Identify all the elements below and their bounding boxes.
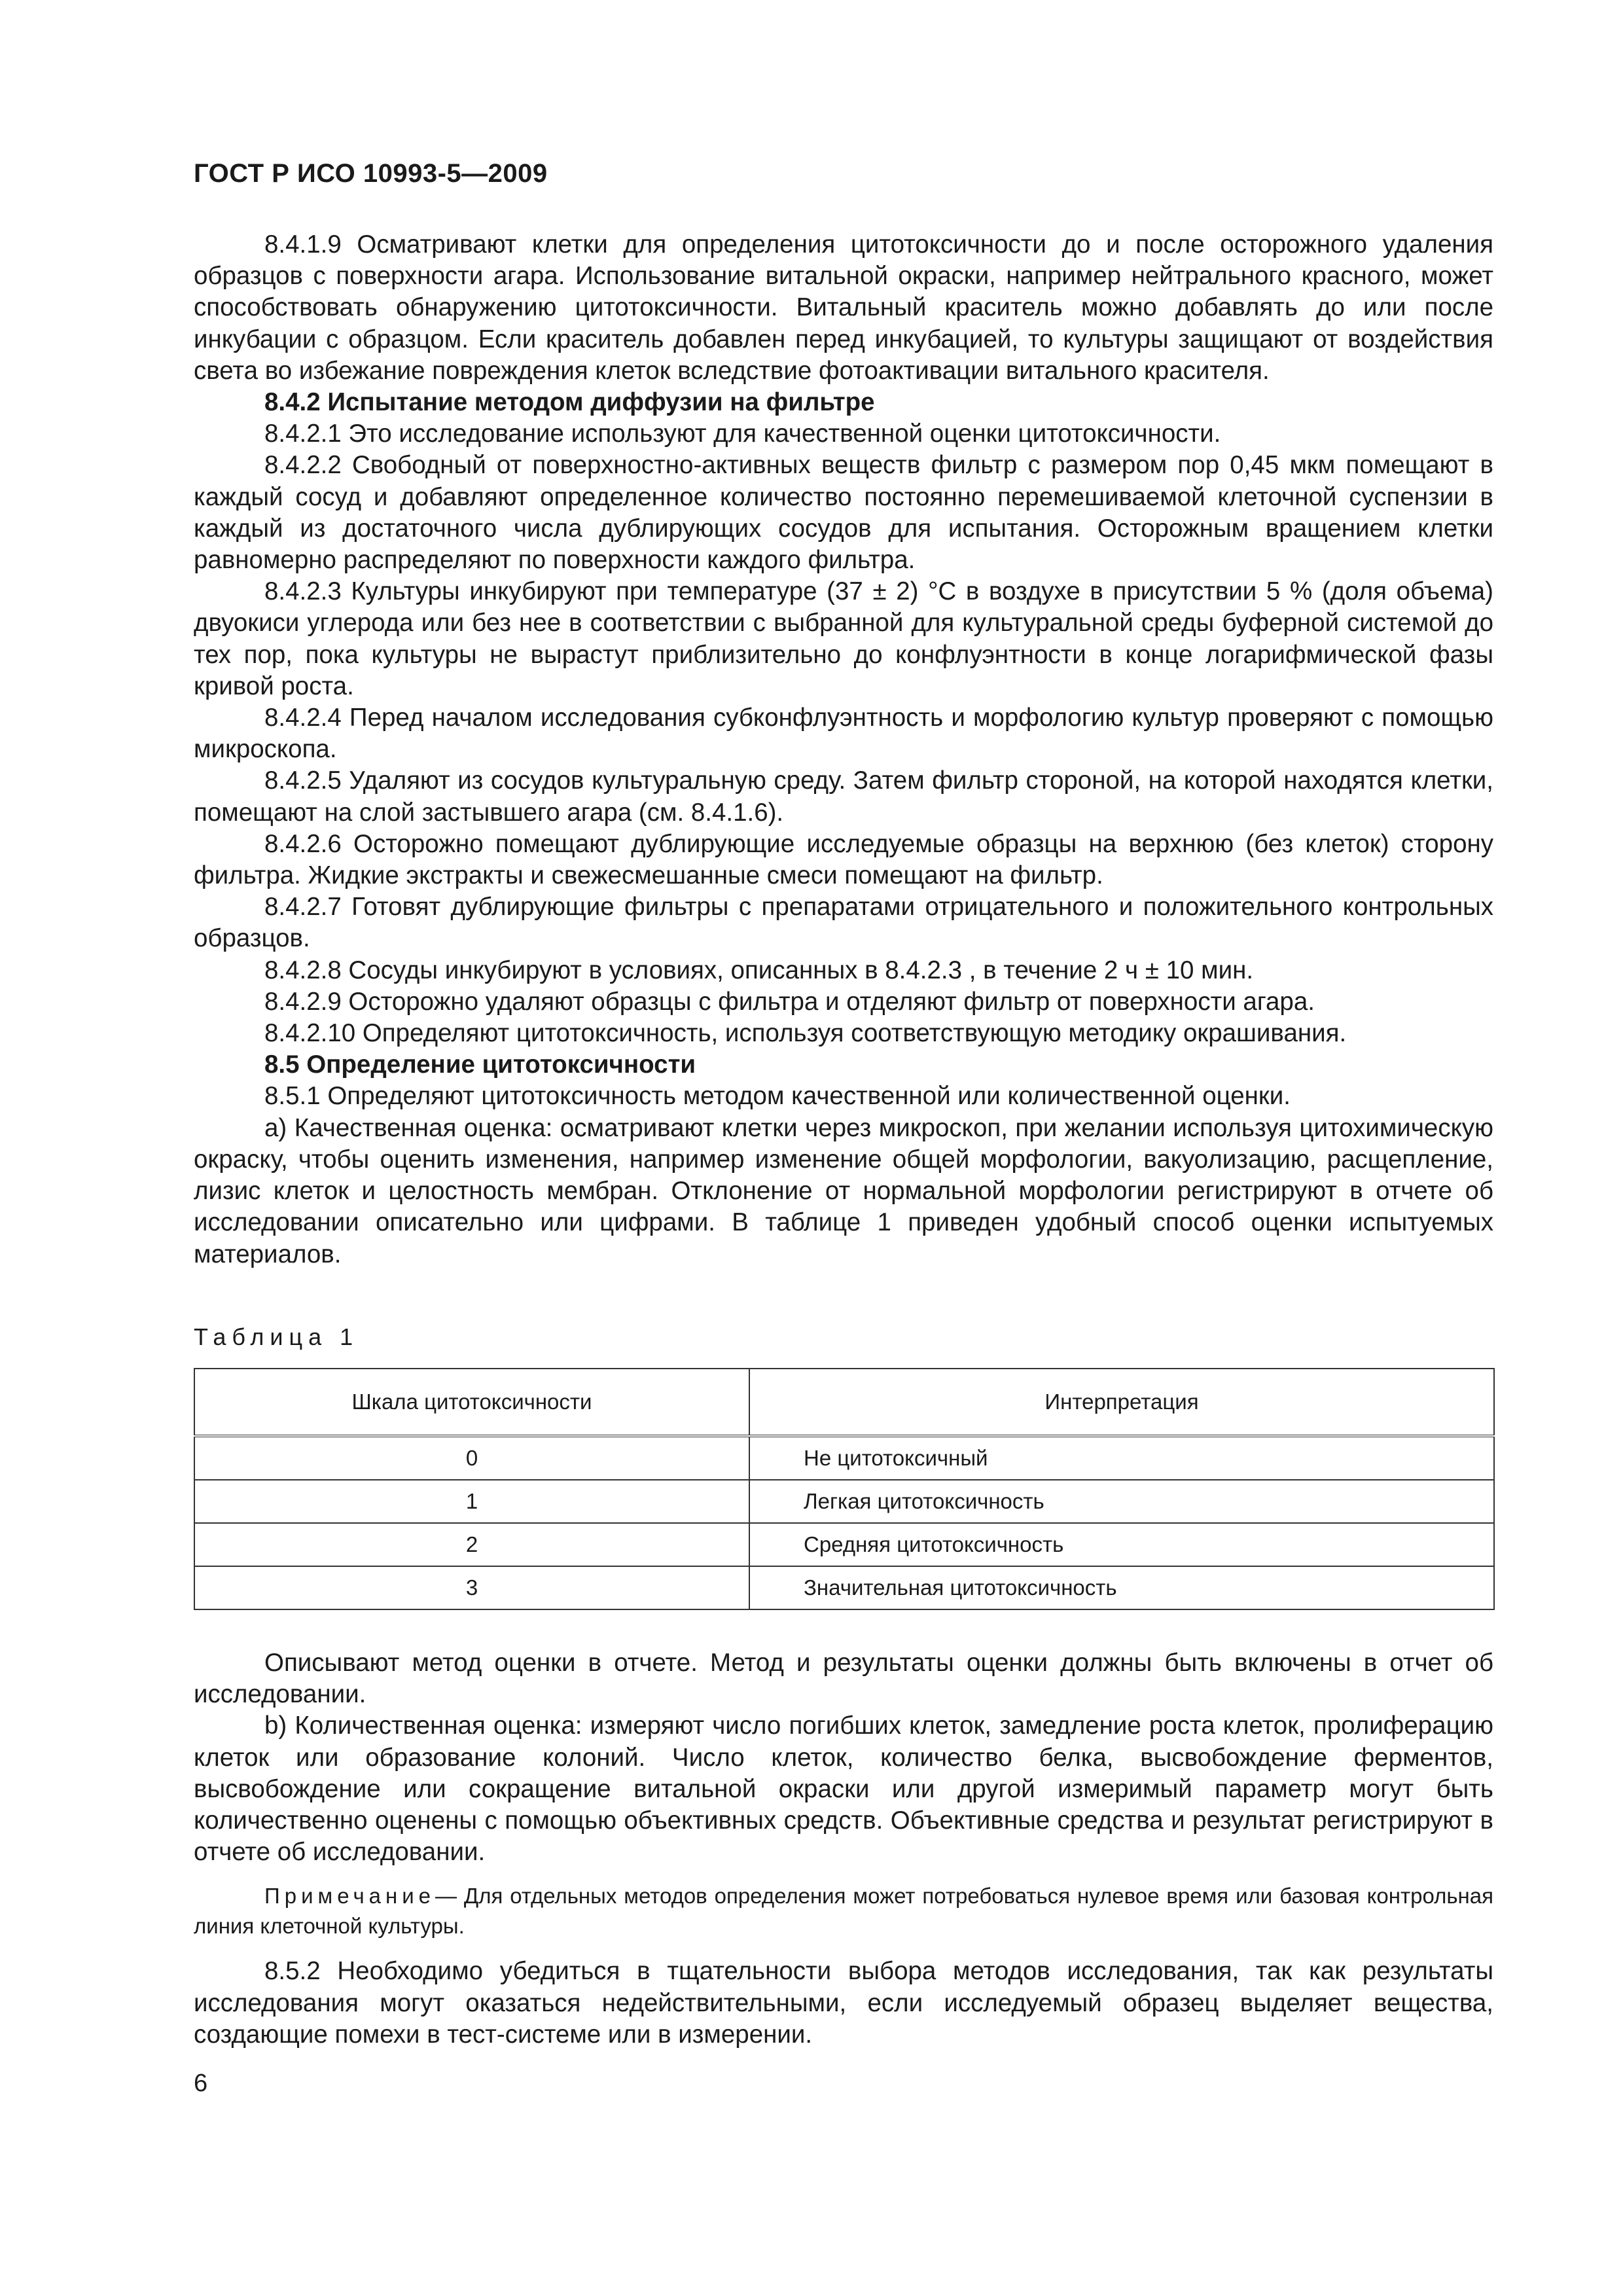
table-caption: Таблица 1 bbox=[194, 1323, 359, 1350]
paragraph: a) Качественная оценка: осматривают клетки через микроскоп, при желании используя цитохимическую окраску, чтобы оценить изменения, например изменение общей морфологии, вакуолизацию, расщепление, лизис клеток и целостность мембран. Отклонение от нормальной морфологии регистрируют в отчете об исследовании описательно или цифрами. В таблице 1 приведен удобный способ оценки испытуемых материалов. bbox=[194, 1113, 1493, 1268]
paragraph: 8.4.2.9 Осторожно удаляют образцы с фильтра и отделяют фильтр от поверхности агара. bbox=[264, 987, 1315, 1016]
cytotoxicity-scale-table bbox=[194, 1368, 1495, 1610]
paragraph: 8.4.2.7 Готовят дублирующие фильтры с препаратами отрицательного и положительного контрольных образцов. bbox=[194, 893, 1493, 953]
paragraph: b) Количественная оценка: измеряют число погибших клеток, замедление роста клеток, пролиферацию клеток или образование колоний. Число клеток, количество белка, высвобождение ферментов, высвобождение или сокращение витальной окраски или другой измеримый параметр могут быть количественно оценены с помощью объективных средств. Объективные средства и результат регистрируют в отчете об исследовании. bbox=[194, 1712, 1493, 1867]
body-text-lower bbox=[194, 1647, 1493, 2051]
paragraph: 8.4.2.8 Сосуды инкубируют в условиях, описанных в 8.4.2.3 , в течение 2 ч ± 10 мин. bbox=[264, 956, 1254, 984]
standard-header: ГОСТ Р ИСО 10993-5—2009 bbox=[194, 159, 548, 188]
table-row bbox=[194, 1566, 1494, 1609]
scale-cell: 0 bbox=[194, 1436, 749, 1480]
paragraph: 8.4.2.1 Это исследование используют для качественной оценки цитотоксичности. bbox=[264, 420, 1221, 448]
scale-cell: 2 bbox=[194, 1523, 749, 1566]
table-header-row bbox=[194, 1369, 1494, 1436]
table-row bbox=[194, 1436, 1494, 1480]
paragraph: 8.4.2.10 Определяют цитотоксичность, используя соответствующую методику окрашивания. bbox=[264, 1019, 1347, 1048]
scale-cell: 3 bbox=[194, 1566, 749, 1609]
interpretation-cell: Не цитотоксичный bbox=[749, 1436, 1494, 1480]
paragraph: 8.5.2 Необходимо убедиться в тщательности выбора методов исследования, так как результаты исследования могут оказаться недействительными, если исследуемый образец выделяет вещества, создающие помехи в тест-системе или в измерении. bbox=[194, 1957, 1493, 2049]
paragraph: 8.4.2.5 Удаляют из сосудов культуральную среду. Затем фильтр стороной, на которой находятся клетки, помещают на слой застывшего агара (см. 8.4.1.6). bbox=[194, 766, 1493, 827]
interpretation-cell: Легкая цитотоксичность bbox=[749, 1480, 1494, 1523]
paragraph: 8.4.2.6 Осторожно помещают дублирующие исследуемые образцы на верхнюю (без клеток) сторону фильтра. Жидкие экстракты и свежесмешанные смеси помещают на фильтр. bbox=[194, 829, 1493, 890]
column-header: Интерпретация bbox=[749, 1369, 1494, 1436]
note-text: — Для отдельных методов определения может потребоваться нулевое время или базовая контрольная линия клеточной культуры. bbox=[194, 1884, 1493, 1939]
paragraph: 8.4.2.3 Культуры инкубируют при температуре (37 ± 2) °С в воздухе в присутствии 5 % (доля объема) двуокиси углерода или без нее в соответствии с выбранной для культуральной среды буферной системой до тех пор, пока культуры не вырастут приблизительно до конфлуэнтности в конце логарифмической фазы кривой роста. bbox=[194, 577, 1493, 700]
paragraph: 8.5.1 Определяют цитотоксичность методом качественной или количественной оценки. bbox=[264, 1082, 1291, 1111]
note-label: Примечание bbox=[264, 1884, 436, 1909]
document-page bbox=[194, 0, 1493, 2296]
table-row bbox=[194, 1480, 1494, 1523]
column-header: Шкала цитотоксичности bbox=[194, 1369, 749, 1436]
body-text-upper bbox=[194, 229, 1493, 1270]
paragraph: 8.4.2.2 Свободный от поверхностно-активных веществ фильтр с размером пор 0,45 мкм помещают в каждый сосуд и добавляют определенное количество постоянно перемешиваемой клеточной суспензии в каждый из достаточного числа дублирующих сосудов для испытания. Осторожным вращением клетки равномерно распределяют по поверхности каждого фильтра. bbox=[194, 451, 1493, 575]
scale-cell: 1 bbox=[194, 1480, 749, 1523]
paragraph: Описывают метод оценки в отчете. Метод и результаты оценки должны быть включены в отчет об исследовании. bbox=[194, 1649, 1493, 1709]
section-heading: 8.4.2 Испытание методом диффузии на фильтре bbox=[264, 388, 875, 417]
note bbox=[194, 1881, 1493, 1941]
paragraph: 8.4.1.9 Осматривают клетки для определения цитотоксичности до и после осторожного удаления образцов с поверхности агара. Использование витальной окраски, например нейтрального красного, может способствовать обнаружению цитотоксичности. Витальный краситель можно добавлять до или после инкубации с образцом. Если краситель добавлен перед инкубацией, то культуры защищают от воздействия света во избежание повреждения клеток вследствие фотоактивации витального красителя. bbox=[194, 230, 1493, 385]
interpretation-cell: Средняя цитотоксичность bbox=[749, 1523, 1494, 1566]
table-row bbox=[194, 1523, 1494, 1566]
interpretation-cell: Значительная цитотоксичность bbox=[749, 1566, 1494, 1609]
paragraph: 8.4.2.4 Перед началом исследования субконфлуэнтность и морфологию культур проверяют с помощью микроскопа. bbox=[194, 704, 1493, 764]
page-number: 6 bbox=[194, 2070, 208, 2097]
section-heading: 8.5 Определение цитотоксичности bbox=[264, 1050, 696, 1079]
